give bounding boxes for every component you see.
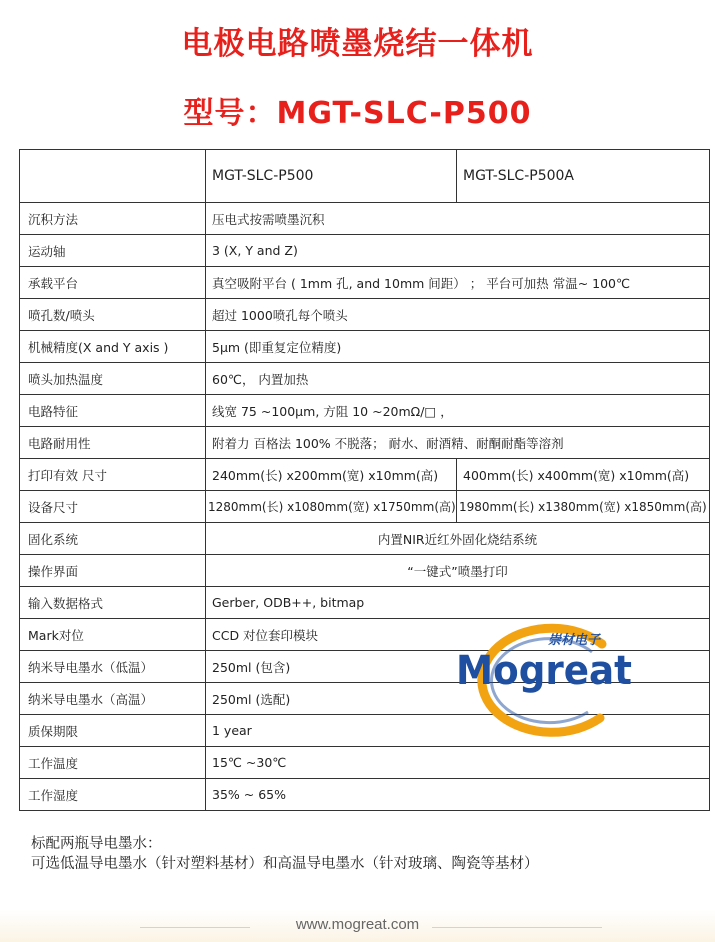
row-label: 承载平台 [20,267,206,299]
table-row [20,299,710,331]
row-label: 输入数据格式 [20,587,206,619]
row-value: 附着力 百格法 100% 不脱落； 耐水、耐酒精、耐酮耐酯等溶剂 [206,427,710,459]
row-value: 250ml (包含) [206,651,710,683]
row-label: 机械精度(X and Y axis ) [20,331,206,363]
row-label: 沉积方法 [20,203,206,235]
row-value: CCD 对位套印模块 [206,619,710,651]
row-value-p500a: 1980mm(长) x1380mm(宽) x1850mm(高) [457,491,710,523]
header-empty-cell [20,150,206,203]
table-row [20,523,710,555]
table-row [20,491,710,523]
footer-url: www.mogreat.com [295,916,420,933]
row-value-p500: 1280mm(长) x1080mm(宽) x1750mm(高) [206,491,457,523]
row-value: Gerber, ODB++, bitmap [206,587,710,619]
row-label: 工作温度 [20,747,206,779]
row-label: 打印有效 尺寸 [20,459,206,491]
row-value: 内置NIR近红外固化烧结系统 [206,523,710,555]
row-label: 纳米导电墨水（低温） [20,651,206,683]
table-row [20,459,710,491]
row-label: 操作界面 [20,555,206,587]
notes-section [31,834,539,874]
table-row [20,587,710,619]
row-value: 压电式按需喷墨沉积 [206,203,710,235]
row-label: 喷头加热温度 [20,363,206,395]
row-value: 超过 1000喷孔每个喷头 [206,299,710,331]
model-title: 型号：MGT-SLC-P500 [183,96,532,131]
row-value: 真空吸附平台 ( 1mm 孔, and 10mm 间距） ； 平台可加热 常温~ 100℃ [206,267,710,299]
row-value: 60℃， 内置加热 [206,363,710,395]
table-row [20,779,710,811]
row-value-p500: 240mm(长) x200mm(宽) x10mm(高) [206,459,457,491]
logo-chinese-text: 崇材电子 [548,633,601,648]
logo-wordmark: Mogreat [456,648,632,694]
header-model-p500a: MGT-SLC-P500A [457,150,710,203]
row-label: 电路特征 [20,395,206,427]
table-row [20,235,710,267]
row-value: 250ml (选配) [206,683,710,715]
row-label: 运动轴 [20,235,206,267]
table-row [20,619,710,651]
table-row [20,203,710,235]
table-row [20,683,710,715]
table-row [20,427,710,459]
notes-line-standard: 标配两瓶导电墨水： [31,836,162,852]
row-value: 15℃ ~30℃ [206,747,710,779]
table-header-row [20,150,710,203]
row-value: “一键式”喷墨打印 [206,555,710,587]
table-row [20,331,710,363]
row-label: 设备尺寸 [20,491,206,523]
row-label: 电路耐用性 [20,427,206,459]
row-label: 喷孔数/喷头 [20,299,206,331]
row-value: 5μm (即重复定位精度) [206,331,710,363]
footer [0,910,715,942]
page-title: 电极电路喷墨烧结一体机 [181,26,534,62]
header-model-p500: MGT-SLC-P500 [206,150,457,203]
spec-table [19,149,710,811]
table-row [20,715,710,747]
row-value: 35% ~ 65% [206,779,710,811]
notes-line-optional: 可选低温导电墨水（针对塑料基材）和高温导电墨水（针对玻璃、陶瓷等基材） [31,856,539,872]
row-label: 质保期限 [20,715,206,747]
table-row [20,651,710,683]
row-label: 固化系统 [20,523,206,555]
row-value-p500a: 400mm(长) x400mm(宽) x10mm(高) [457,459,710,491]
table-row [20,555,710,587]
table-row [20,363,710,395]
row-label: 纳米导电墨水（高温） [20,683,206,715]
table-row [20,267,710,299]
table-row [20,395,710,427]
row-label: 工作湿度 [20,779,206,811]
row-value: 1 year [206,715,710,747]
row-value: 3 (X, Y and Z) [206,235,710,267]
row-value: 线宽 75 ~100μm, 方阻 10 ~20mΩ/□ ， [206,395,710,427]
row-label: Mark对位 [20,619,206,651]
table-row [20,747,710,779]
